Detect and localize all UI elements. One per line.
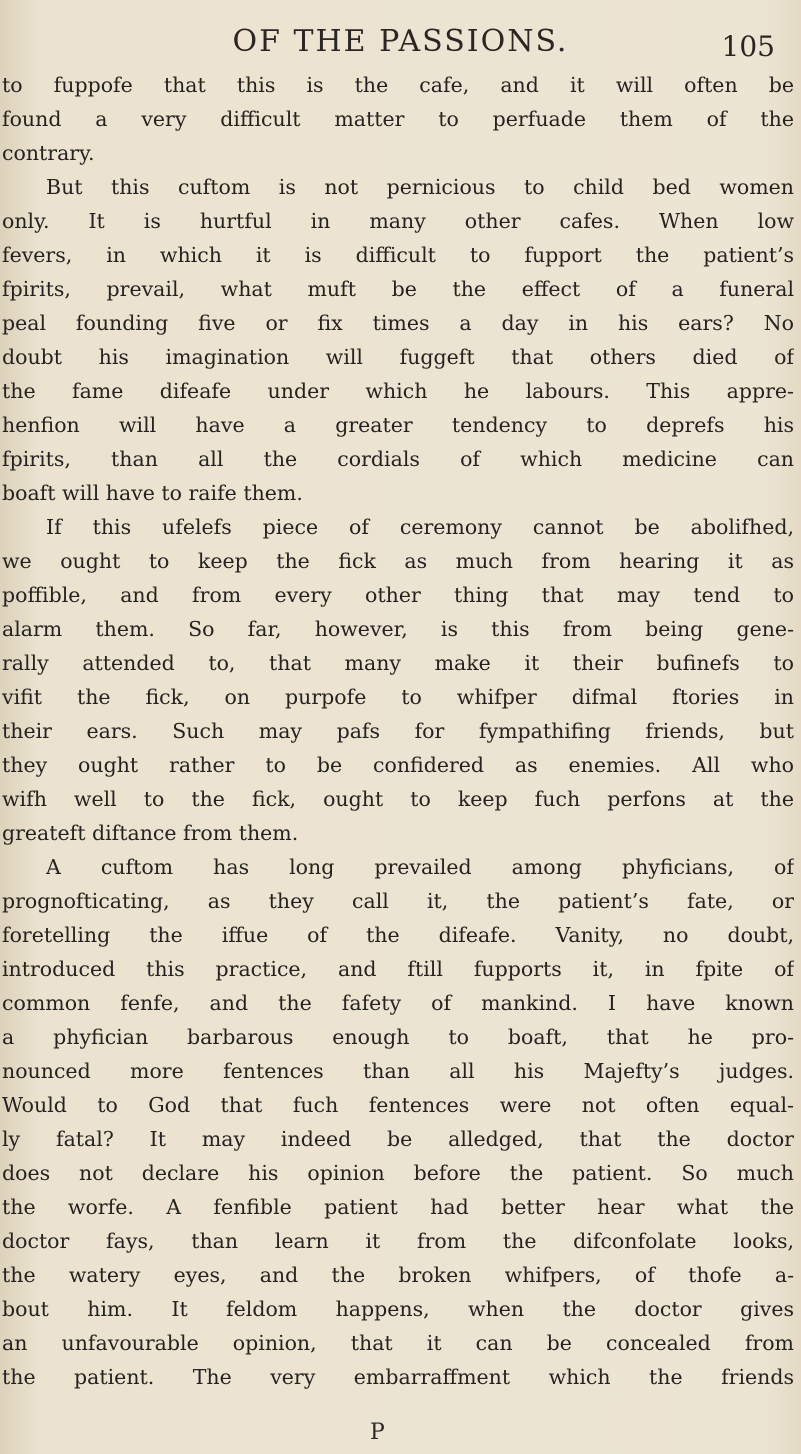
text-line: peal founding five or fix times a day in his ears? No xyxy=(2,311,794,335)
text-line: fpirits, than all the cordials of which medicine can xyxy=(2,447,794,471)
text-line: does not declare his opinion before the patient. So much xyxy=(2,1161,794,1185)
text-line: greateft diftance from them. xyxy=(2,821,299,845)
text-line: a phyfician barbarous enough to boaft, that he pro- xyxy=(2,1025,794,1049)
text-line: A cuftom has long prevailed among phyficians, of xyxy=(46,855,794,879)
text-line: bout him. It feldom happens, when the doctor gives xyxy=(2,1297,794,1321)
text-line: If this ufelefs piece of ceremony cannot be abolifhed, xyxy=(46,515,794,539)
text-line: henfion will have a greater tendency to deprefs his xyxy=(2,413,794,437)
text-line: only. It is hurtful in many other cafes. When low xyxy=(2,209,794,233)
text-line: poffible, and from every other thing that may tend to xyxy=(2,583,794,607)
text-line: foretelling the iffue of the difeafe. Vanity, no doubt, xyxy=(2,923,794,947)
text-line: nounced more fentences than all his Majefty’s judges. xyxy=(2,1059,794,1083)
text-line: rally attended to, that many make it their bufinefs to xyxy=(2,651,794,675)
text-line: contrary. xyxy=(2,141,95,165)
text-line: the patient. The very embarraffment which the friends xyxy=(2,1365,794,1389)
text-line: fpirits, prevail, what muft be the effect of a funeral xyxy=(2,277,794,301)
text-line: wifh well to the fick, ought to keep fuch perfons at the xyxy=(2,787,794,811)
text-line: to fuppofe that this is the cafe, and it will often be xyxy=(2,73,794,97)
text-line: the watery eyes, and the broken whifpers, of thofe a- xyxy=(2,1263,794,1287)
page-number: 105 xyxy=(721,30,775,63)
text-line: introduced this practice, and ftill fupports it, in fpite of xyxy=(2,957,794,981)
text-line: an unfavourable opinion, that it can be concealed from xyxy=(2,1331,794,1355)
text-line: vifit the fick, on purpofe to whifper difmal ftories in xyxy=(2,685,794,709)
text-line: fevers, in which it is difficult to fupport the patient’s xyxy=(2,243,794,267)
text-line: But this cuftom is not pernicious to child bed women xyxy=(46,175,794,199)
text-line: boaft will have to raife them. xyxy=(2,481,303,505)
text-line: common fenfe, and the fafety of mankind. I have known xyxy=(2,991,794,1015)
text-line: the fame difeafe under which he labours. This appre- xyxy=(2,379,794,403)
text-line: we ought to keep the fick as much from hearing it as xyxy=(2,549,794,573)
text-line: they ought rather to be confidered as enemies. All who xyxy=(2,753,794,777)
text-line: doubt his imagination will fuggeft that others died of xyxy=(2,345,794,369)
text-line: ly fatal? It may indeed be alledged, that the doctor xyxy=(2,1127,794,1151)
page-title: OF THE PASSIONS. xyxy=(232,24,569,59)
text-line: alarm them. So far, however, is this from being gene- xyxy=(2,617,794,641)
text-line: found a very difficult matter to perfuade them of the xyxy=(2,107,794,131)
text-line: Would to God that fuch fentences were not often equal- xyxy=(2,1093,794,1117)
text-line: doctor fays, than learn it from the difconfolate looks, xyxy=(2,1229,794,1253)
text-line: their ears. Such may pafs for fympathifing friends, but xyxy=(2,719,794,743)
text-line: the worfe. A fenfible patient had better hear what the xyxy=(2,1195,794,1219)
signature-mark: P xyxy=(370,1420,385,1445)
text-line: prognofticating, as they call it, the patient’s fate, or xyxy=(2,889,794,913)
running-head xyxy=(0,20,801,63)
